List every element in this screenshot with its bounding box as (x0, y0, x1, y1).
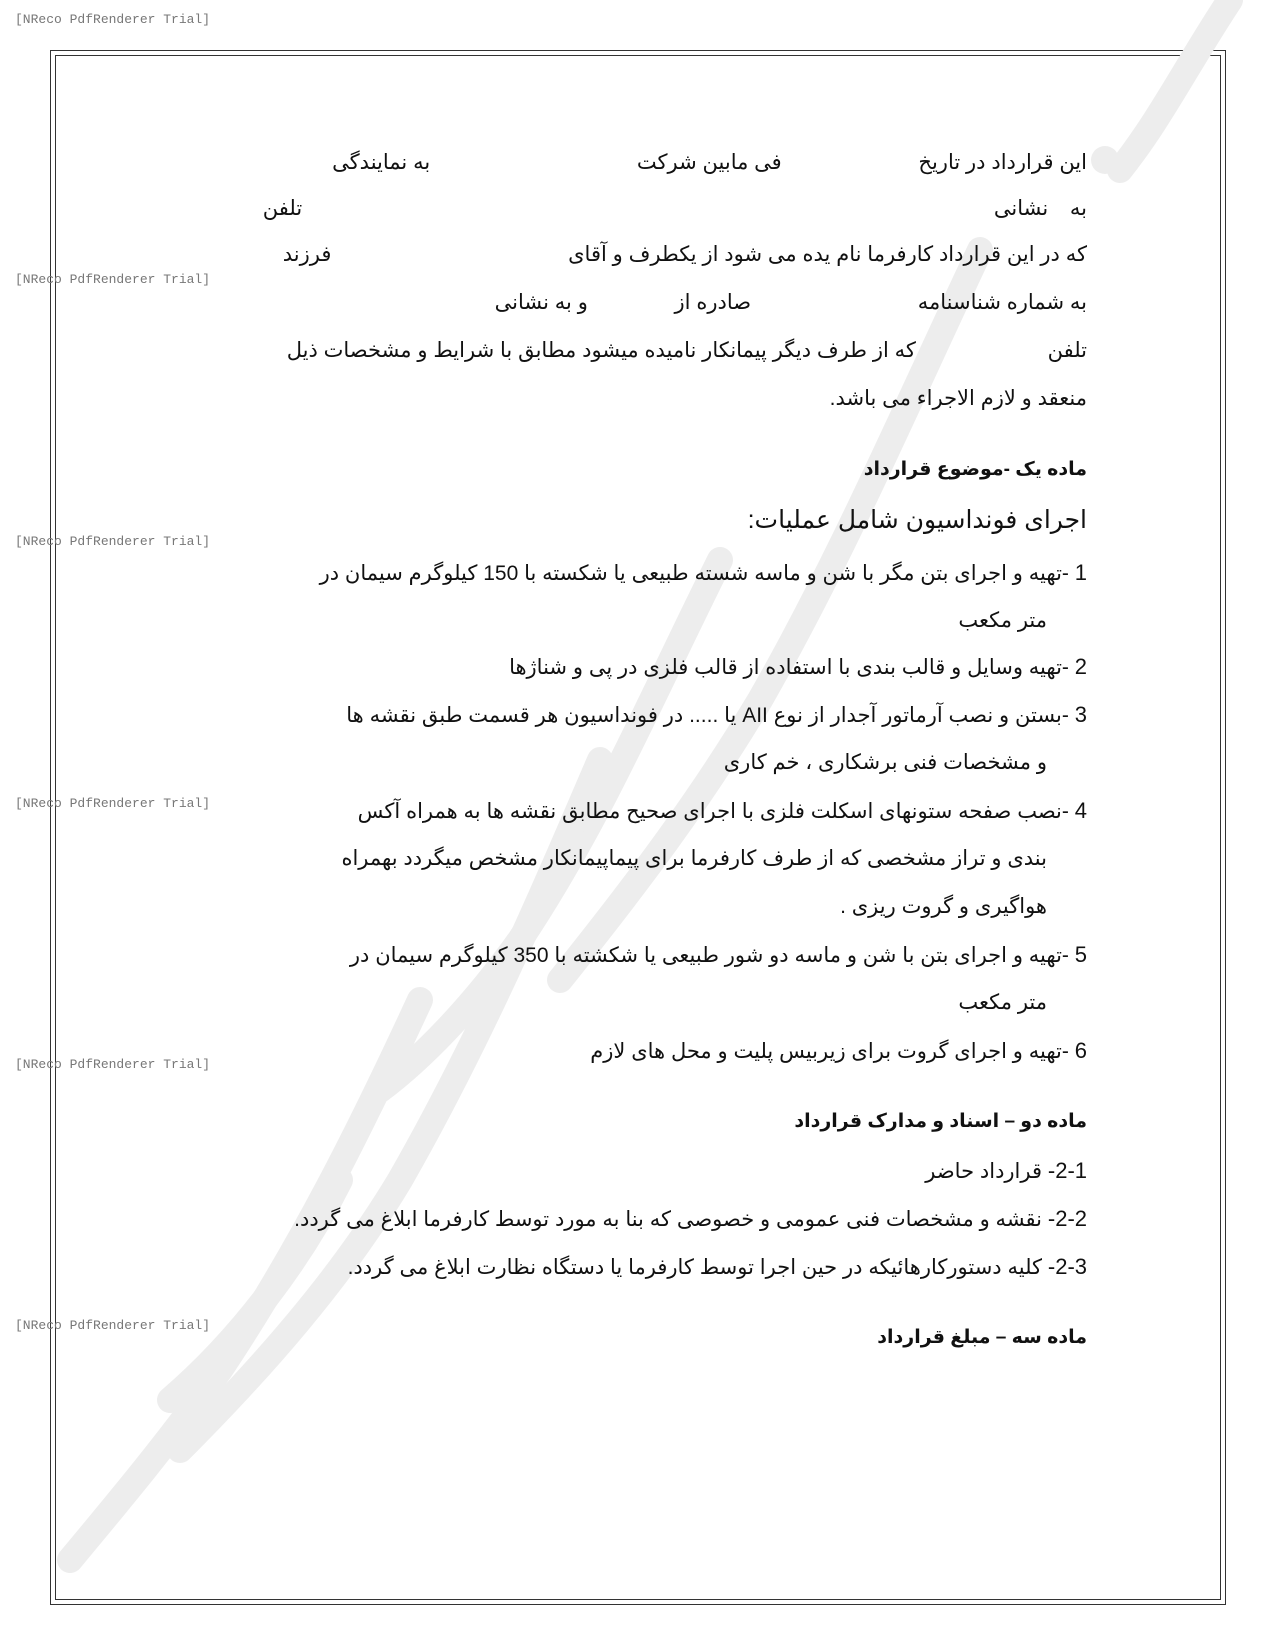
intro-line-4: به شماره شناسنامه صادره از و به نشانی (494, 291, 1087, 314)
intro-line-6: منعقد و لازم الاجراء می باشد. (829, 387, 1087, 410)
intro-line-1: این قرارداد در تاریخ فی مابین شرکت به نمایندگی (332, 151, 1087, 174)
list-item-1-line-2: متر مکعب (958, 609, 1047, 632)
list-item-4-line-3: هواگیری و گروت ریزی . (840, 895, 1047, 918)
intro-line-5: تلفن که از طرف دیگر پیمانکار نامیده میشود مطابق با شرایط و مشخصات ذیل (286, 339, 1087, 362)
article-2-item-2: 2-2- نقشه و مشخصات فنی عمومی و خصوصی که بنا به مورد توسط کارفرما ابلاغ می گردد. (294, 1206, 1087, 1231)
list-item-3-line-1: 3 -بستن و نصب آرماتور آجدار از نوع AII یا ..... در فونداسیون هر قسمت طبق نقشه ها (346, 702, 1087, 727)
trial-stamp: [NReco PdfRenderer Trial] (15, 272, 211, 287)
list-item-5-line-2: متر مکعب (958, 991, 1047, 1014)
page-border-inner (55, 55, 1221, 1600)
article-2-title: ماده دو – اسناد و مدارک قرارداد (794, 1111, 1087, 1132)
trial-stamp: [NReco PdfRenderer Trial] (15, 12, 211, 27)
article-2-item-3: 2-3- کلیه دستورکارهائیکه در حین اجرا توسط کارفرما یا دستگاه نظارت ابلاغ می گردد. (347, 1254, 1087, 1279)
trial-stamp: [NReco PdfRenderer Trial] (15, 1318, 211, 1333)
list-item-1-line-1: 1 -تهیه و اجرای بتن مگر با شن و ماسه شسته طبیعی یا شکسته با 150 کیلوگرم سیمان در (319, 560, 1087, 585)
trial-stamp: [NReco PdfRenderer Trial] (15, 534, 211, 549)
list-item-3-line-2: و مشخصات فنی برشکاری ، خم کاری (723, 751, 1047, 774)
intro-line-2: به نشانی تلفن (262, 197, 1087, 220)
list-item-6-line-1: 6 -تهیه و اجرای گروت برای زیربیس پلیت و محل های لازم (590, 1038, 1087, 1063)
article-1-subtitle: اجرای فونداسیون شامل عملیات: (747, 506, 1087, 534)
article-2-item-1: 2-1- قرارداد حاضر (925, 1158, 1087, 1183)
article-1-title: ماده یک -موضوع قرارداد (863, 459, 1087, 480)
trial-stamp: [NReco PdfRenderer Trial] (15, 1057, 211, 1072)
trial-stamp: [NReco PdfRenderer Trial] (15, 796, 211, 811)
intro-line-3: که در این قرارداد کارفرما نام یده می شود از یکطرف و آقای فرزند (282, 243, 1087, 266)
list-item-4-line-2: بندی و تراز مشخصی که از طرف کارفرما برای پیماپیمانکار مشخص میگردد بهمراه (341, 847, 1047, 870)
article-3-title: ماده سه – مبلغ قرارداد (877, 1327, 1087, 1348)
list-item-4-line-1: 4 -نصب صفحه ستونهای اسکلت فلزی با اجرای صحیح مطابق نقشه ها به همراه آکس (357, 798, 1087, 823)
list-item-2-line-1: 2 -تهیه وسایل و قالب بندی با استفاده از قالب فلزی در پی و شناژها (509, 654, 1087, 679)
list-item-5-line-1: 5 -تهیه و اجرای بتن با شن و ماسه دو شور طبیعی یا شکشته با 350 کیلوگرم سیمان در (349, 942, 1087, 967)
